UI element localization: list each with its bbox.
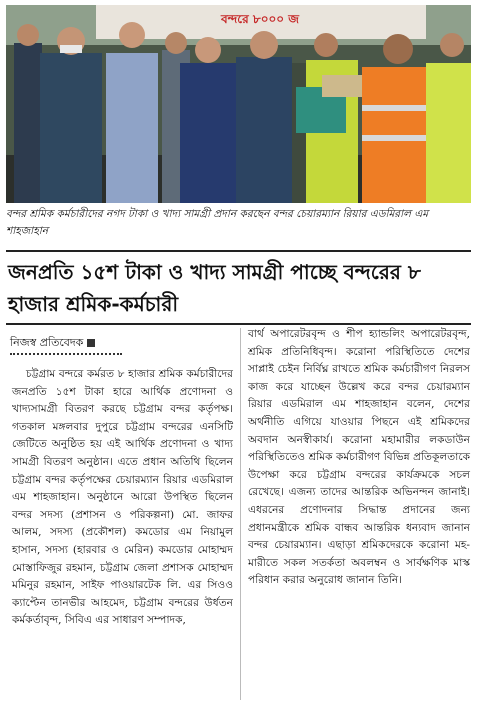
- article-column-1: চট্টগ্রাম বন্দরে কর্মরত ৮ হাজার শ্রমিক কর্মচারীদের জনপ্রতি ১৫শ টাকা হারে আর্থিক প্রণোদনা ও খাদ্যসামগ্রী বিতরণ করছে চট্টগ্রাম বন্দর কর্তৃপক্ষ। গতকাল মঙ্গলবার দুপুরে চট্টগ্রাম বন্দরের এনসিটি জেটিতে অনুষ্ঠিত হয় এই আর্থিক প্রণোদনা ও খাদ্য সামগ্রী বিতরণ অনুষ্ঠান। এতে প্রধান অতিথি ছিলেন চট্টগ্রাম বন্দর কর্তৃপক্ষের চেয়ারম্যান রিয়ার এডমিরাল এম শাহজাহান। অনুষ্ঠানে আরো উপস্থিত ছিলেন বন্দর সদস্য (প্রশাসন ও পরিকল্পনা) মো. জাফর আলম, সদস্য (প্রকৌশল) কমডোর এম নিয়ামুল হাসান, সদস্য (হারবার ও মেরিন) কমডোর মোহাম্মদ মোস্তাফিজুর রহমান, চট্টগ্রাম জেলা প্রশাসক মোহাম্মদ মমিনুর রহমান, সাইফ পাওয়ারটেক লি. এর সিওও ক্যাপ্টেন তানভীর আহমেদ, চট্টগ্রাম বন্দরের উর্ধতন কর্মকর্তাবৃন্দ, সিবিএ এর সাধারণ সম্পাদক,: [12, 368, 233, 627]
- photo-banner-text: বন্দরে ৮০০০ জ: [221, 12, 300, 26]
- byline-dotted-divider: [10, 353, 122, 355]
- byline-square-icon: [87, 339, 95, 347]
- headline-top-rule: [6, 250, 471, 252]
- headline: জনপ্রতি ১৫শ টাকা ও খাদ্য সামগ্রী পাচ্ছে বন্দরের ৮ হাজার শ্রমিক-কর্মচারী: [8, 260, 421, 316]
- article-column-2: বার্থ অপারেটরবৃন্দ ও শীপ হ্যান্ডলিং অপারেটরবৃন্দ, শ্রমিক প্রতিনিধিবৃন্দ। করোনা পরিস্থিতিতে দেশের সাপ্লাই চেইন নির্বিঘ্ন রাখতে শ্রমিক কর্মচারীগণ নিরলস কাজ করে যাচ্ছেন উল্লেখ করে বন্দর চেয়ারম্যান রিয়ার এডমিরাল এম শাহজাহান বলেন, দেশের অর্থনীতি এগিয়ে যাওয়ার পিছনে এই শ্রমিকদের অবদান অনস্বীকার্য। করোনা মহামারীর লকডাউন পরিস্থিতিতেও শ্রমিক কর্মচারীগণ বিভিন্ন প্রতিকূলতাকে উপেক্ষা করে চট্টগ্রাম বন্দরের কার্যক্রমকে সচল রেখেছে। এজন্য তাদের আন্তরিক অভিনন্দন জানাই। এধরনের প্রণোদনার সিদ্ধান্ত প্রদানের জন্য প্রধানমন্ত্রীকে শ্রমিক বান্ধব আন্তরিক ধন্যবাদ জানান বন্দর চেয়ারম্যান। এছাড়া শ্রমিকদেরকে করোনা মহ-মারীতে সকল সতর্কতা অবলম্বন ও সার্বক্ষণিক মাস্ক পরিধান করার অনুরোধ জানান তিনি।: [248, 328, 470, 587]
- news-photo: [6, 5, 471, 203]
- byline: [10, 334, 95, 353]
- column-divider: [240, 328, 241, 700]
- photo-illustration: [6, 5, 471, 203]
- byline-text: নিজস্ব প্রতিবেদক: [10, 336, 84, 349]
- photo-caption: বন্দর শ্রমিক কর্মচারীদের নগদ টাকা ও খাদ্য সামগ্রী প্রদান করছেন বন্দর চেয়ারম্যান রিয়ার এডমিরাল এম শাহজাহান: [6, 208, 429, 237]
- headline-bottom-rule: [6, 323, 471, 325]
